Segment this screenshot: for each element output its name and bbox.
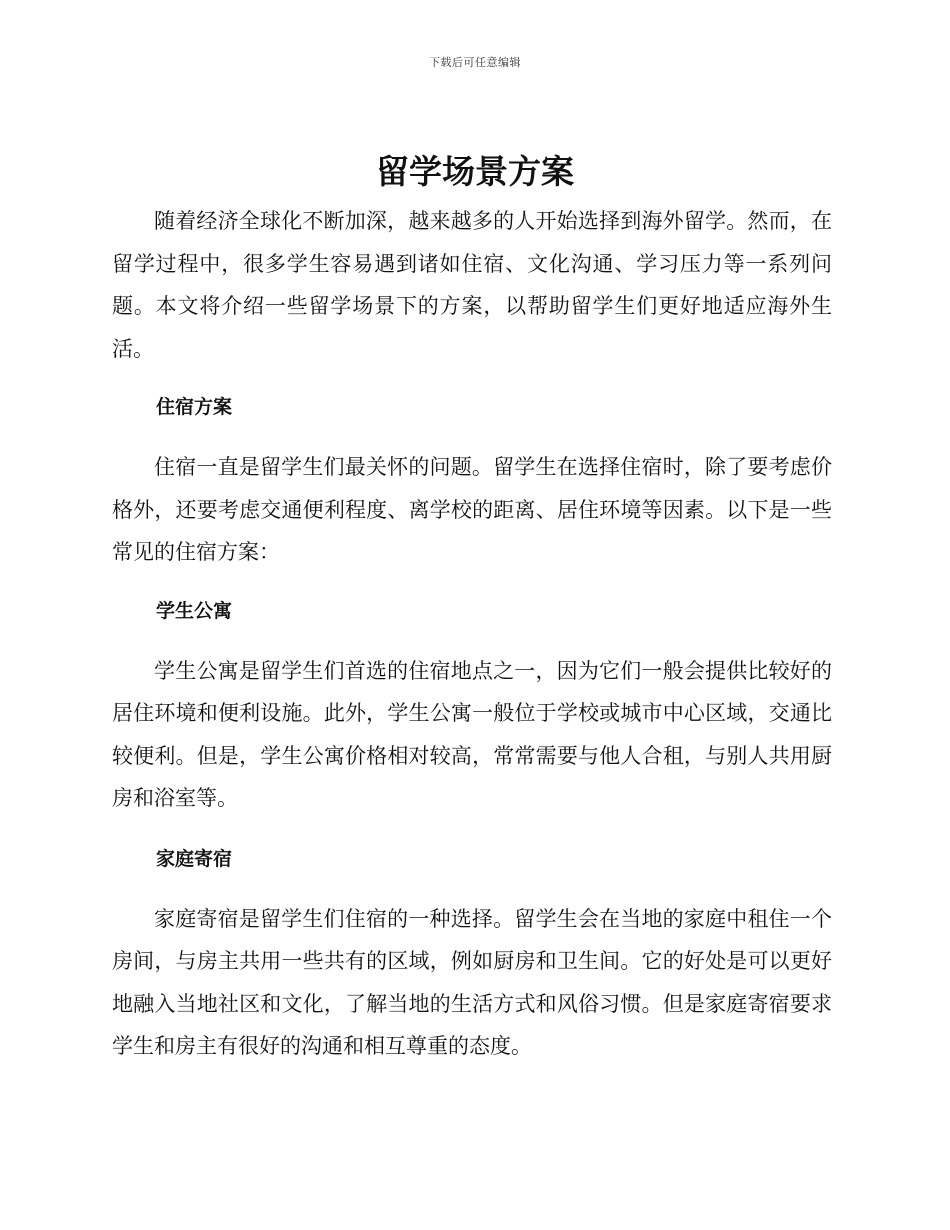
document-title: 留学场景方案 bbox=[376, 152, 574, 191]
section-heading-accommodation: 住宿方案 bbox=[156, 396, 233, 418]
section-heading-homestay: 家庭寄宿 bbox=[156, 847, 233, 870]
document-body bbox=[112, 200, 832, 1068]
section-heading-student-apartment: 学生公寓 bbox=[156, 599, 233, 622]
section-paragraph-student-apartment: 学生公寓是留学生们首选的住宿地点之一，因为它们一般会提供比较好的居住环境和便利设施。此外，学生公寓一般位于学校或城市中心区域，交通比较便利。但是，学生公寓价格相对较高，常常需要与他人合租，与别人共用厨房和浴室等。 bbox=[112, 658, 832, 810]
intro-paragraph: 随着经济全球化不断加深，越来越多的人开始选择到海外留学。然而，在留学过程中，很多学生容易遇到诸如住宿、文化沟通、学习压力等一系列问题。本文将介绍一些留学场景下的方案，以帮助留学生们更好地适应海外生活。 bbox=[112, 209, 832, 361]
section-paragraph-homestay: 家庭寄宿是留学生们住宿的一种选择。留学生会在当地的家庭中租住一个房间，与房主共用一些共有的区域，例如厨房和卫生间。它的好处是可以更好地融入当地社区和文化，了解当地的生活方式和风俗习惯。但是家庭寄宿要求学生和房主有很好的沟通和相互尊重的态度。 bbox=[112, 906, 832, 1058]
header-note: 下载后可任意编辑 bbox=[429, 56, 521, 69]
section-paragraph-accommodation: 住宿一直是留学生们最关怀的问题。留学生在选择住宿时，除了要考虑价格外，还要考虑交通便利程度、离学校的距离、居住环境等因素。以下是一些常见的住宿方案： bbox=[112, 455, 832, 564]
